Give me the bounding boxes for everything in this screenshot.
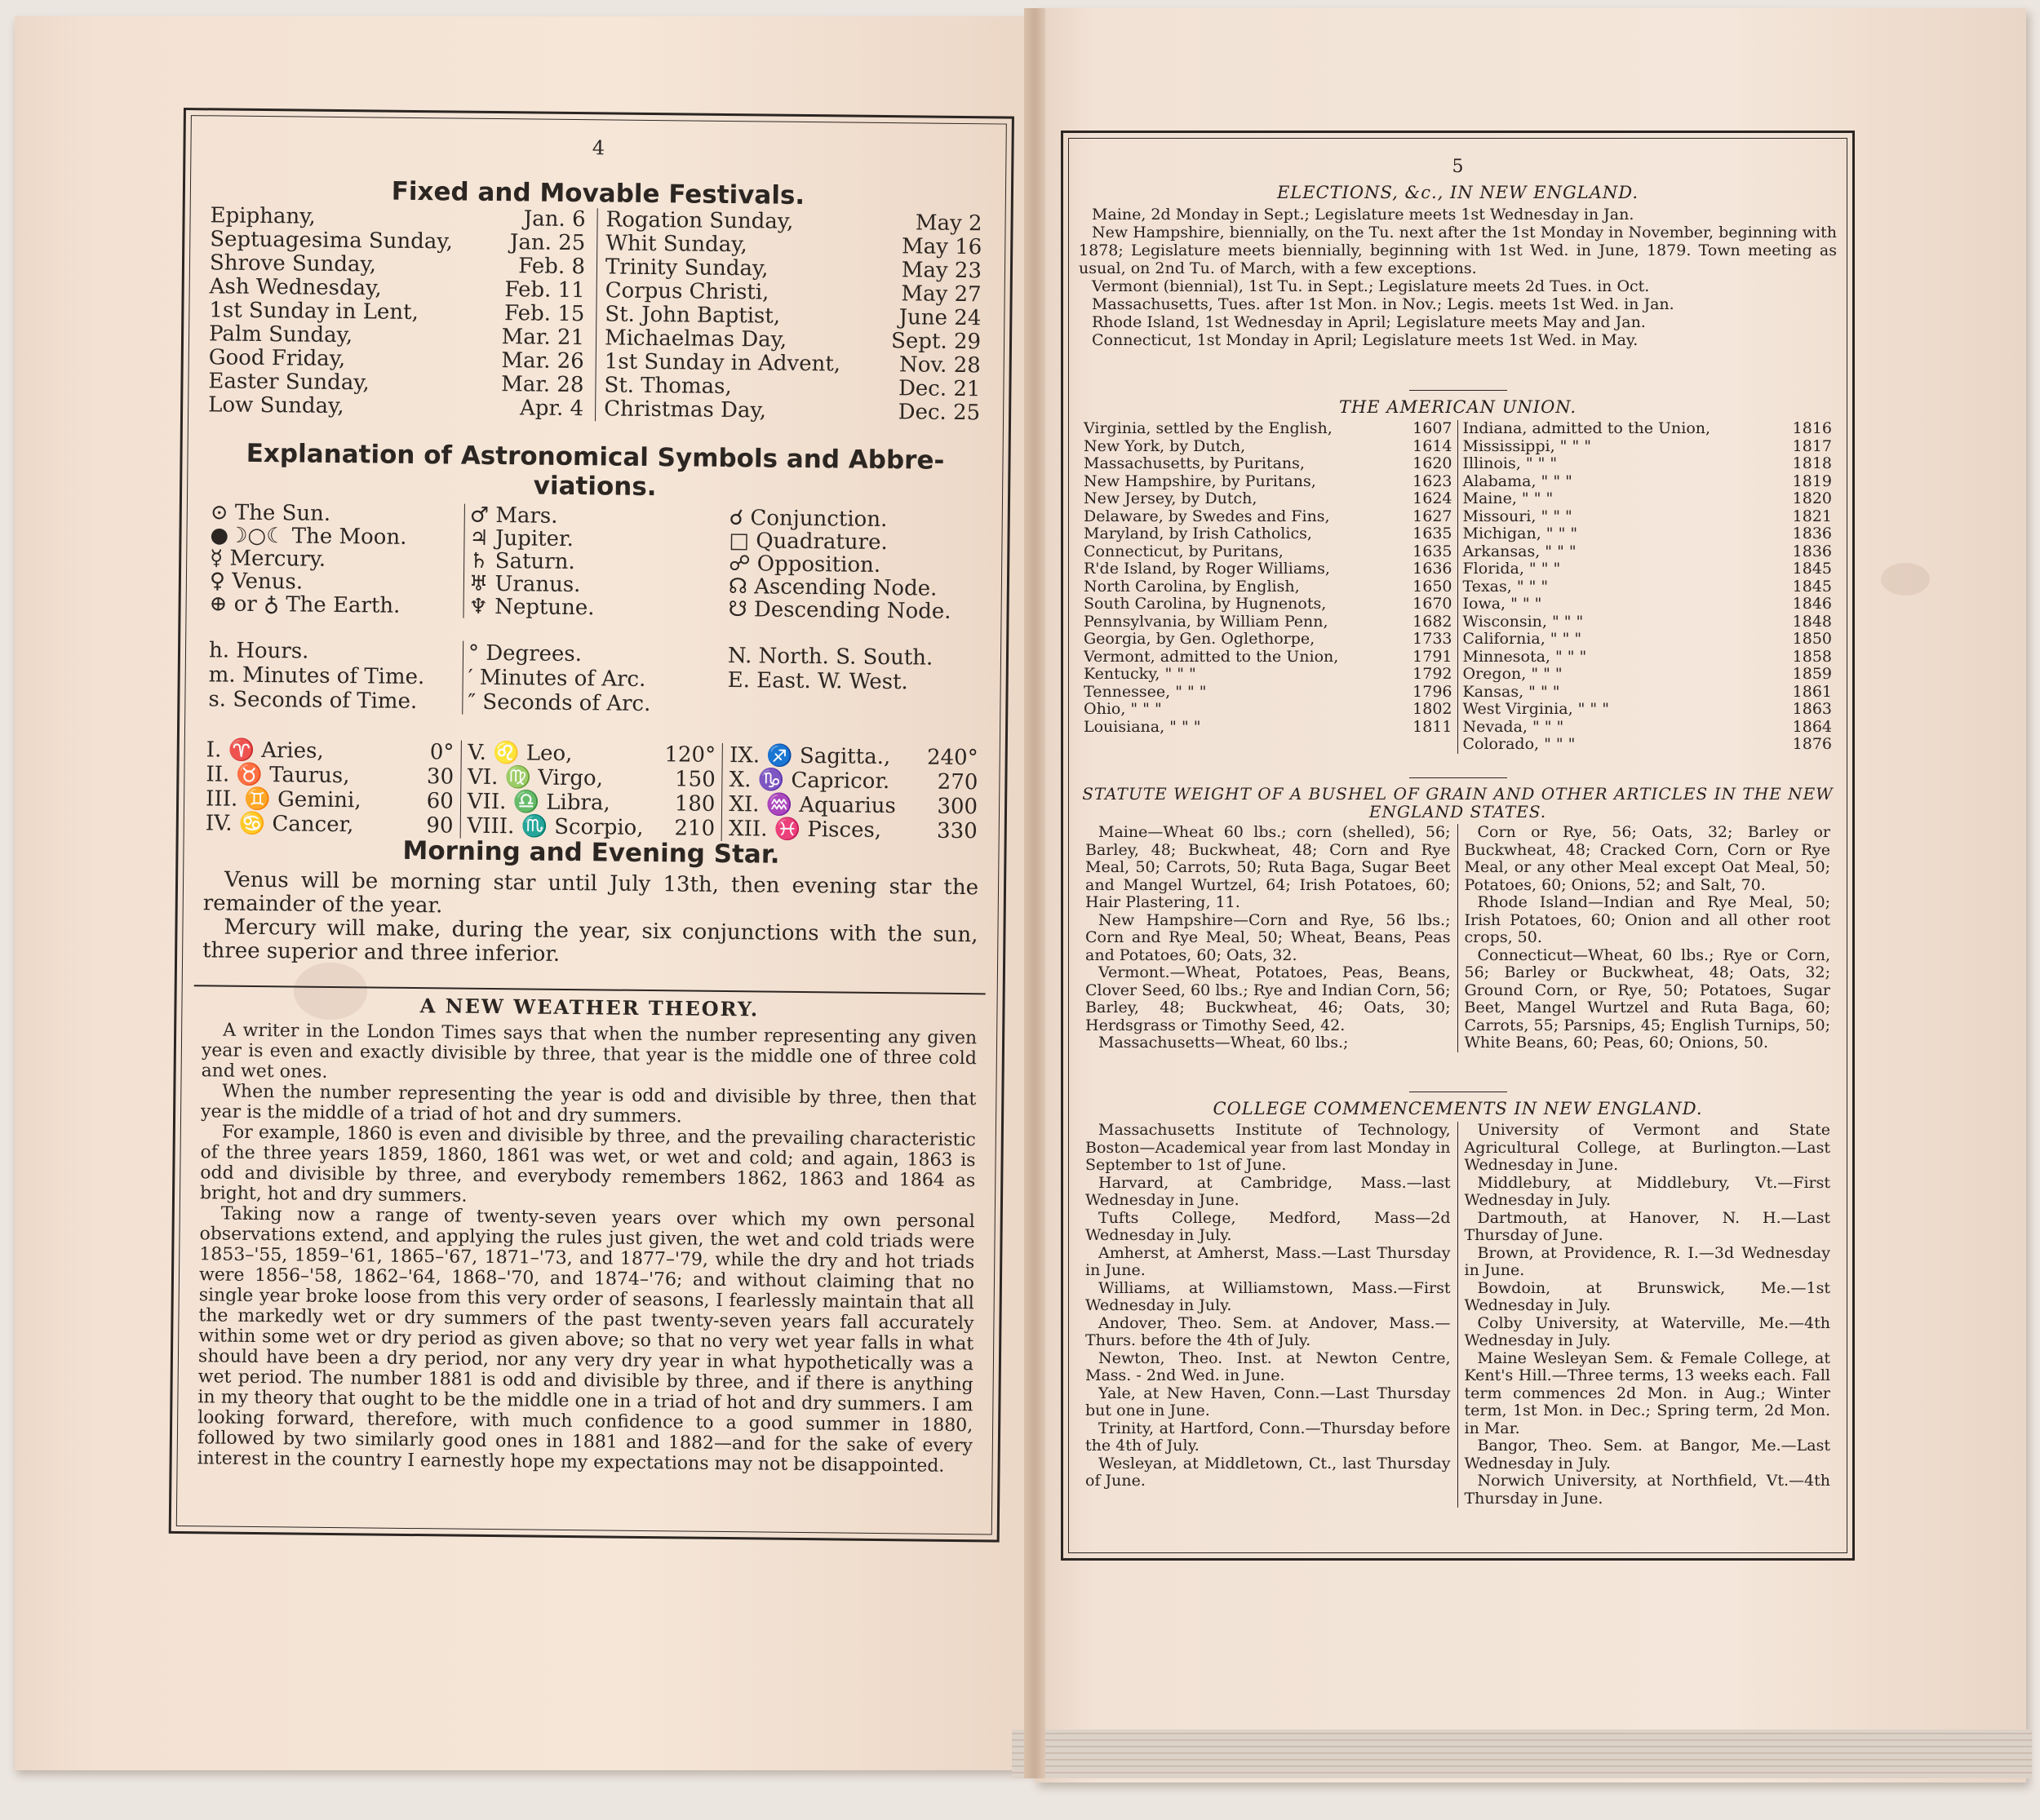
zodiac-column: [722, 743, 985, 844]
union-row-name: Maryland, by Irish Catholics,: [1084, 525, 1312, 542]
college-entry: University of Vermont and State Agricultural College, at Burlington.—Last Wednesday in June.: [1464, 1121, 1830, 1174]
zodiac-table: [199, 737, 985, 844]
festival-row-value: Dec. 21: [898, 376, 981, 402]
union-row: [1084, 543, 1452, 561]
symbols-column-planets: [204, 501, 464, 618]
festival-row-value: May 16: [901, 234, 982, 260]
union-row-name: Michigan, " " ": [1462, 525, 1578, 542]
festival-row-name: Good Friday,: [208, 345, 346, 372]
union-row-value: 1864: [1792, 717, 1832, 736]
paper-stain: [1881, 563, 1930, 596]
book-gutter: [1024, 8, 1045, 1778]
zodiac-row-value: 210: [674, 816, 716, 841]
zodiac-row-value: 300: [937, 794, 978, 820]
union-row-value: 1791: [1412, 647, 1452, 666]
union-row-name: California, " " ": [1462, 630, 1582, 648]
statute-paragraph: New Hampshire—Corn and Rye, 56 lbs.; Corn and Rye Meal, 50; Wheat, Beans, Peas and Potatoes, 60; Oats, 32.: [1085, 910, 1451, 964]
union-row: [1463, 736, 1833, 754]
zodiac-row-value: 240°: [926, 745, 978, 771]
election-paragraph: Vermont (biennial), 1st Tu. in Sept.; Legislature meets 2d Tues. in Oct.: [1092, 277, 1650, 295]
festival-row-name: Corpus Christi,: [605, 278, 769, 305]
union-title: THE AMERICAN UNION.: [1338, 397, 1577, 417]
symbol-entry: ♅ Uranus.: [468, 571, 581, 598]
union-row: [1463, 684, 1833, 702]
union-row: [1463, 596, 1833, 613]
union-row-value: 1819: [1792, 472, 1832, 490]
union-row-value: 1820: [1792, 489, 1832, 507]
union-row-value: 1818: [1792, 454, 1832, 472]
festival-row-name: 1st Sunday in Lent,: [209, 298, 419, 325]
union-row-value: 1876: [1792, 735, 1832, 753]
weather-paragraph: A writer in the London Times says that when the number representing any given year is even and exactly divisible by three, that year is the middle one of three cold and wet ones.: [201, 1020, 978, 1083]
abbr-column-arc: [463, 641, 723, 717]
union-row: [1084, 613, 1452, 631]
page-number: 5: [1452, 157, 1464, 177]
zodiac-row-name: XII. ♓ Pisces,: [728, 817, 882, 844]
statute-right-column: [1458, 824, 1838, 1052]
left-page-frame: [169, 108, 1014, 1543]
zodiac-row-value: 120°: [664, 742, 716, 768]
abbreviation-entry: s. Seconds of Time.: [208, 687, 418, 715]
college-entry: Trinity, at Hartford, Conn.—Thursday before the 4th of July.: [1085, 1419, 1451, 1455]
union-row: [1084, 666, 1452, 684]
symbol-entry: □ Quadrature.: [729, 529, 888, 556]
union-row-name: Pennsylvania, by William Penn,: [1084, 612, 1328, 631]
union-row-value: 1620: [1412, 454, 1452, 472]
union-row-name: Louisiana, " " ": [1084, 717, 1201, 736]
festival-row-value: Feb. 8: [518, 254, 586, 280]
zodiac-row-name: VIII. ♏ Scorpio,: [467, 813, 644, 840]
union-row-name: New Hampshire, by Puritans,: [1084, 472, 1316, 490]
union-row-name: South Carolina, by Hugnenots,: [1084, 595, 1327, 613]
union-row: [1084, 490, 1452, 508]
festivals-title: Fixed and Movable Festivals.: [391, 176, 805, 210]
statute-paragraph: Connecticut—Wheat, 60 lbs.; Rye or Corn, 56; Barley or Buckwheat, 48; Oats, 32; Ground Corn, or Rye, 50; Potatoes, Sugar Beet, Mangel Wurtzel and Ruta Baga, 60; Carrots, 55; Parsnips, 45; English Turnips, 50; White Beans, 60; Peas, 60; Onions, 50.: [1464, 945, 1830, 1052]
union-row: [1084, 596, 1452, 613]
union-row-name: Delaware, by Swedes and Fins,: [1084, 507, 1330, 525]
college-entry: Harvard, at Cambridge, Mass.—last Wednesday in June.: [1085, 1173, 1451, 1209]
union-row-value: 1682: [1412, 612, 1452, 631]
festival-row-value: May 2: [915, 210, 982, 237]
symbol-entry: ☊ Ascending Node.: [728, 574, 938, 601]
abbreviation-entry: E. East. W. West.: [727, 668, 908, 695]
festivals-right-column: [596, 208, 994, 425]
zodiac-row-value: 60: [426, 789, 454, 814]
union-row-name: Iowa, " " ": [1462, 595, 1542, 613]
union-row: [1084, 525, 1452, 543]
statute-paragraph: Vermont.—Wheat, Potatoes, Peas, Beans, Clover Seed, 60 lbs.; Rye and Indian Corn, 56; Barley, 48; Buckwheat, 46; Oats, 30; Herdsgrass or Timothy Seed, 42.: [1085, 963, 1451, 1034]
union-row: [1463, 420, 1833, 438]
union-row-value: 1624: [1412, 489, 1452, 507]
college-entry: Amherst, at Amherst, Mass.—Last Thursday in June.: [1085, 1243, 1451, 1279]
union-row-value: 1836: [1792, 525, 1832, 542]
union-row-name: New Jersey, by Dutch,: [1084, 489, 1257, 507]
union-row: [1463, 438, 1833, 456]
union-row: [1084, 560, 1452, 578]
festivals-left-column: [200, 204, 598, 421]
union-row: [1463, 455, 1833, 473]
union-row-value: 1636: [1412, 560, 1452, 578]
union-row-name: Alabama, " " ": [1462, 472, 1572, 490]
star-paragraph: Venus will be morning star until July 13th, then evening star the remainder of the year.: [202, 867, 979, 919]
union-row: [1463, 508, 1833, 526]
weather-title: A NEW WEATHER THEORY.: [419, 994, 760, 1021]
union-row: [1084, 508, 1452, 526]
college-entry: Middlebury, at Middlebury, Vt.—First Wednesday in July.: [1464, 1173, 1830, 1209]
zodiac-row-name: XI. ♒ Aquarius: [729, 792, 897, 819]
zodiac-row-value: 270: [937, 769, 978, 795]
symbol-entry: ⊙ The Sun.: [210, 500, 331, 526]
festival-row-name: Whit Sunday,: [605, 231, 747, 258]
union-row-name: Tennessee, " " ": [1084, 682, 1207, 701]
zodiac-row-name: I. ♈ Aries,: [206, 737, 324, 764]
union-row: [1463, 719, 1833, 737]
union-row: [1084, 420, 1452, 438]
weather-paragraph: Taking now a range of twenty-seven years over which my own personal observations extend, and applying the rules just given, the wet and cold triads were 1853–'55, 1859–'61, 1865–'67, 1871–'73, and 1877–'79, while the dry and hot triads were 1856–'58, 1862–'64, 1868–'70, and 1874–'76; and without claiming that no single year broke loose from this very order of seasons, I fearlessly maintain that all the markedly wet or dry summers of the past twenty-seven years fall accurately within some wet or dry period as given above; so that no very wet year falls in what should have been a dry period, nor any very dry year in what hypothetically was a wet period. The number 1881 is odd and divisible by three, and if there is anything in my theory that ought to be the middle one in a triad of hot and dry summers. I am looking forward, therefore, with much confidence to a good summer in 1880, followed by two similarly good ones in 1881 and 1882—and for the sake of every interest in the country I earnestly hope my expectations may not be disappointed.: [197, 1203, 975, 1477]
college-entry: Tufts College, Medford, Mass—2d Wednesday in July.: [1085, 1208, 1451, 1244]
zodiac-row-name: III. ♊ Gemini,: [205, 786, 361, 813]
colleges-table: [1079, 1122, 1837, 1508]
symbol-entry: ●☽○☾ The Moon.: [210, 523, 407, 550]
union-row-name: North Carolina, by English,: [1084, 577, 1300, 596]
union-row-value: 1627: [1412, 507, 1452, 525]
section-rule: [1409, 390, 1507, 391]
union-row-name: West Virginia, " " ": [1462, 700, 1609, 718]
union-row: [1463, 560, 1833, 578]
symbol-entry: ♆ Neptune.: [468, 594, 595, 621]
union-row: [1463, 543, 1833, 561]
union-row-name: Wisconsin, " " ": [1462, 612, 1584, 631]
festival-row: [208, 393, 583, 421]
union-row: [1463, 649, 1833, 666]
festival-row: [604, 397, 980, 425]
union-row-name: Minnesota, " " ": [1462, 647, 1587, 666]
union-row: [1084, 578, 1452, 596]
union-row-value: 1821: [1792, 507, 1832, 525]
statute-title: STATUTE WEIGHT OF A BUSHEL OF GRAIN AND OTHER ARTICLES IN THE NEW ENGLAND STATES.: [1082, 784, 1834, 821]
union-row: [1463, 578, 1833, 596]
union-row-value: 1846: [1792, 595, 1832, 613]
union-row-name: Indiana, admitted to the Union,: [1462, 419, 1711, 437]
union-row: [1463, 490, 1833, 508]
union-row-value: 1623: [1412, 472, 1452, 490]
college-entry: Williams, at Williamstown, Mass.—First Wednesday in July.: [1085, 1278, 1451, 1314]
weather-paragraph: For example, 1860 is even and divisible by three, and the prevailing characteristic of the three years 1859, 1860, 1861 was wet, or wet and cold; and again, 1863 is odd and divisible by three, and everybody remembers 1862, 1863 and 1864 as bright, hot and dry summers.: [199, 1122, 976, 1207]
symbols-title: Explanation of Astronomical Symbols and Abbre-viations.: [246, 438, 945, 503]
zodiac-row: [468, 790, 716, 817]
festival-row-name: Christmas Day,: [604, 396, 767, 423]
union-row-name: Connecticut, by Puritans,: [1084, 542, 1284, 560]
star-paragraph: Mercury will make, during the year, six conjunctions with the sun, three superior and three inferior.: [202, 914, 978, 967]
symbol-entry: ☍ Opposition.: [729, 551, 881, 578]
zodiac-row-value: 90: [426, 813, 454, 839]
college-entry: Maine Wesleyan Sem. & Female College, at Kent's Hill.—Three terms, 13 weeks each. Fall term commences 2d Mon. in Aug.; Winter term, 1st Mon. in Dec.; Spring term, 2d Mon. in Mar.: [1464, 1348, 1830, 1437]
union-row-value: 1650: [1412, 577, 1452, 596]
union-row-value: 1614: [1412, 436, 1452, 455]
union-row-name: Oregon, " " ": [1462, 665, 1563, 683]
college-entry: Bangor, Theo. Sem. at Bangor, Me.—Last Wednesday in July.: [1464, 1437, 1830, 1472]
union-row: [1084, 473, 1452, 491]
symbol-entry: ♃ Jupiter.: [469, 525, 574, 552]
union-row: [1084, 684, 1452, 702]
union-row: [1463, 473, 1833, 491]
zodiac-row: [730, 768, 978, 795]
festival-row-value: Apr. 4: [519, 396, 584, 422]
union-row: [1084, 719, 1452, 737]
festival-row-name: St. John Baptist,: [605, 302, 781, 329]
zodiac-row-name: IV. ♋ Cancer,: [205, 811, 354, 838]
union-row-name: Ohio, " " ": [1084, 700, 1162, 718]
union-row-value: 1635: [1412, 542, 1452, 560]
right-page-frame: [1061, 131, 1855, 1561]
election-paragraph: Rhode Island, 1st Wednesday in April; Legislature meets May and Jan.: [1092, 313, 1646, 331]
symbol-entry: ☿ Mercury.: [210, 546, 326, 572]
festival-row-value: Jan. 25: [509, 230, 586, 256]
colleges-left-column: [1079, 1122, 1458, 1508]
union-row: [1084, 631, 1452, 649]
union-row-name: Colorado, " " ": [1462, 735, 1576, 753]
election-paragraph: Massachusetts, Tues. after 1st Mon. in Nov.; Legis. meets 1st Wed. in Jan.: [1092, 295, 1674, 313]
union-row-name: Mississippi, " " ": [1462, 436, 1591, 455]
election-paragraph: Maine, 2d Monday in Sept.; Legislature meets 1st Wednesday in Jan.: [1092, 206, 1634, 224]
college-entry: Bowdoin, at Brunswick, Me.—1st Wednesday in July.: [1464, 1278, 1830, 1314]
statute-paragraph: Maine—Wheat 60 lbs.; corn (shelled), 56; Barley, 48; Buckwheat, 48; Corn and Rye Meal, 50; Carrots, 50; Ruta Baga, Sugar Beet and Mangel Wurtzel, 64; Irish Potatoes, 60; Hair Plastering, 11.: [1085, 823, 1451, 911]
elections-body: [1079, 206, 1837, 349]
union-row-name: Kansas, " " ": [1462, 682, 1560, 701]
symbol-entry: ☌ Conjunction.: [729, 506, 888, 533]
union-row-name: Nevada, " " ": [1462, 717, 1564, 736]
union-row-value: 1816: [1792, 419, 1832, 437]
zodiac-column: [199, 737, 462, 838]
festival-row-name: Shrove Sunday,: [209, 250, 377, 277]
zodiac-row-value: 150: [674, 767, 716, 792]
union-row-name: Maine, " " ": [1462, 489, 1554, 507]
college-entry: Dartmouth, at Hanover, N. H.—Last Thursday of June.: [1464, 1208, 1830, 1244]
page-stack-edge: [1012, 1729, 2032, 1778]
union-row-name: Massachusetts, by Puritans,: [1084, 454, 1305, 472]
festival-row-value: Mar. 26: [501, 348, 584, 374]
college-entry: Massachusetts Institute of Technology, Boston—Academical year from last Monday in September to 1st of June.: [1085, 1121, 1451, 1174]
union-row-value: 1863: [1792, 700, 1832, 718]
elections-section: [1079, 183, 1837, 349]
union-row: [1084, 438, 1452, 456]
union-row-name: New York, by Dutch,: [1084, 436, 1246, 455]
festival-row-name: Michaelmas Day,: [604, 325, 787, 352]
zodiac-row-name: V. ♌ Leo,: [468, 740, 573, 767]
zodiac-row-name: VI. ♍ Virgo,: [467, 764, 604, 791]
union-row: [1463, 631, 1833, 649]
festival-row-name: Septuagesima Sunday,: [210, 227, 454, 255]
page-number: 4: [592, 136, 605, 160]
union-row-name: Illinois, " " ": [1462, 454, 1558, 472]
symbol-entry: ♀ Venus.: [209, 569, 304, 595]
zodiac-row: [206, 786, 454, 813]
zodiac-row: [730, 743, 978, 770]
union-row-value: 1670: [1412, 595, 1452, 613]
union-row-name: Virginia, settled by the English,: [1084, 419, 1333, 437]
festival-row-name: Rogation Sunday,: [605, 207, 794, 234]
zodiac-row-name: IX. ♐ Sagitta.,: [729, 743, 891, 770]
union-row: [1084, 649, 1452, 666]
symbol-entry: ♂ Mars.: [469, 503, 558, 529]
statute-section: [1079, 771, 1837, 1052]
college-entry: Wesleyan, at Middletown, Ct., last Thursday of June.: [1085, 1454, 1451, 1490]
union-row: [1463, 525, 1833, 543]
festival-row-name: Ash Wednesday,: [209, 274, 382, 301]
zodiac-row-value: 0°: [429, 740, 455, 765]
colleges-section: [1079, 1085, 1837, 1508]
star-title: Morning and Evening Star.: [402, 835, 780, 870]
zodiac-row-value: 180: [674, 791, 716, 817]
symbols-table: [204, 501, 983, 623]
festival-row-value: Nov. 28: [898, 352, 981, 379]
union-row-value: 1607: [1412, 419, 1452, 437]
festival-row-name: Trinity Sunday,: [605, 255, 769, 281]
statute-paragraph: Massachusetts—Wheat, 60 lbs.;: [1098, 1034, 1349, 1052]
symbols-column-outer-planets: [463, 504, 724, 621]
union-row-value: 1796: [1412, 682, 1452, 701]
section-rule: [1409, 777, 1507, 778]
zodiac-row-value: 330: [936, 818, 978, 844]
symbol-entry: ♄ Saturn.: [469, 548, 575, 575]
festival-row-value: Mar. 21: [501, 325, 585, 351]
festival-row-value: Feb. 15: [503, 301, 585, 327]
union-row-value: 1861: [1792, 682, 1832, 701]
union-row-value: 1733: [1412, 630, 1452, 648]
colleges-title: COLLEGE COMMENCEMENTS IN NEW ENGLAND.: [1213, 1099, 1703, 1118]
college-entry: Newton, Theo. Inst. at Newton Centre, Mass. - 2nd Wed. in June.: [1085, 1348, 1451, 1384]
union-row-name: Arkansas, " " ": [1462, 542, 1577, 560]
union-row-name: Kentucky, " " ": [1084, 665, 1196, 683]
abbreviation-entry: m. Minutes of Time.: [208, 662, 425, 690]
union-row-name: Florida, " " ": [1462, 560, 1561, 578]
festival-row-value: Dec. 25: [898, 400, 981, 426]
festival-row-name: Easter Sunday,: [208, 369, 370, 396]
festival-row-name: 1st Sunday in Advent,: [604, 349, 841, 377]
union-row-name: Georgia, by Gen. Oglethorpe,: [1084, 630, 1315, 648]
college-entry: Yale, at New Haven, Conn.—Last Thursday but one in June.: [1085, 1384, 1451, 1419]
union-row: [1084, 701, 1452, 719]
union-row-name: Texas, " " ": [1462, 577, 1549, 596]
abbreviation-entry: ″ Seconds of Arc.: [468, 689, 651, 717]
union-row-value: 1845: [1792, 560, 1832, 578]
union-row-value: 1850: [1792, 630, 1832, 648]
union-row-value: 1802: [1412, 700, 1452, 718]
abbreviation-entry: ° Degrees.: [468, 640, 583, 667]
statute-table: [1079, 824, 1837, 1052]
festival-row-value: June 24: [898, 305, 982, 331]
union-row-value: 1792: [1412, 665, 1452, 683]
zodiac-row: [468, 741, 716, 768]
abbr-column-directions: [722, 644, 982, 720]
zodiac-column: [460, 741, 723, 841]
union-row-value: 1836: [1792, 542, 1832, 560]
festival-row-name: Epiphany,: [210, 203, 316, 229]
union-row: [1463, 666, 1833, 684]
zodiac-row-name: II. ♉ Taurus,: [206, 762, 350, 789]
symbol-entry: ⊕ or ♁ The Earth.: [209, 591, 401, 618]
abbreviation-entry: ′ Minutes of Arc.: [468, 665, 646, 692]
college-entry: Norwich University, at Northfield, Vt.—4th Thursday in June.: [1464, 1472, 1830, 1508]
zodiac-row: [206, 762, 454, 789]
union-row-value: 1848: [1792, 612, 1832, 631]
zodiac-row-name: VII. ♎ Libra,: [467, 789, 610, 816]
festival-row-value: Jan. 6: [523, 206, 586, 232]
festival-row-value: May 23: [901, 258, 982, 284]
union-row-value: 1859: [1792, 665, 1832, 683]
union-row-name: R'de Island, by Roger Williams,: [1084, 560, 1330, 578]
statute-left-column: [1079, 824, 1458, 1052]
abbreviation-entry: N. North. S. South.: [727, 644, 934, 671]
union-row-value: 1817: [1792, 436, 1832, 455]
election-paragraph: Connecticut, 1st Monday in April; Legislature meets 1st Wed. in May.: [1092, 331, 1639, 349]
festival-row-value: Mar. 28: [501, 372, 584, 398]
weather-paragraph: When the number representing the year is odd and divisible by three, then that year is the middle of a triad of hot and dry summers.: [200, 1081, 977, 1127]
union-row-value: 1845: [1792, 577, 1832, 596]
college-entry: Brown, at Providence, R. I.—3d Wednesday in June.: [1464, 1243, 1830, 1279]
abbr-column-time: [203, 638, 463, 714]
union-row-name: Missouri, " " ": [1462, 507, 1572, 525]
abbreviation-entry: h. Hours.: [208, 638, 309, 664]
star-text: [202, 868, 978, 971]
zodiac-row-name: X. ♑ Capricor.: [729, 768, 890, 795]
zodiac-row: [468, 765, 716, 792]
colleges-right-column: [1458, 1122, 1838, 1508]
zodiac-row: [729, 792, 978, 819]
union-row: [1084, 455, 1452, 473]
festival-row-name: Palm Sunday,: [208, 321, 353, 348]
union-section: [1079, 383, 1837, 754]
union-right-column: [1458, 420, 1838, 754]
abbreviations-table: [203, 638, 982, 720]
elections-title: ELECTIONS, &c., IN NEW ENGLAND.: [1276, 183, 1639, 202]
festival-row-name: St. Thomas,: [604, 373, 732, 400]
festival-row-value: Feb. 11: [504, 277, 585, 303]
festivals-table: [200, 204, 994, 425]
union-table: [1079, 420, 1837, 754]
union-row-value: 1811: [1412, 717, 1452, 736]
symbols-column-aspects: [723, 507, 983, 623]
statute-paragraph: Rhode Island—Indian and Rye Meal, 50; Irish Potatoes, 60; Onion and all other root crops, 50.: [1464, 893, 1830, 946]
festival-row-value: May 27: [901, 281, 982, 308]
election-paragraph: New Hampshire, biennially, on the Tu. next after the 1st Monday in November, beginning with 1878; Legislature meets biennially, beginning with 1st Wed. in June, 1879. Town meeting as usual, on 2nd Tu. of March, with a few exceptions.: [1079, 224, 1837, 277]
college-entry: Andover, Theo. Sem. at Andover, Mass.—Thurs. before the 4th of July.: [1085, 1313, 1451, 1349]
union-row-name: Vermont, admitted to the Union,: [1084, 647, 1339, 666]
statute-paragraph: Corn or Rye, 56; Oats, 32; Barley or Buckwheat, 48; Cracked Corn, Corn or Rye Meal, or any other Meal except Oat Meal, 50; Potatoes, 60; Onions, 52; and Salt, 70.: [1464, 823, 1830, 894]
zodiac-row-value: 30: [426, 764, 455, 790]
weather-article: [197, 1020, 978, 1477]
union-left-column: [1079, 420, 1458, 754]
union-row: [1463, 701, 1833, 719]
college-entry: Colby University, at Waterville, Me.—4th Wednesday in July.: [1464, 1313, 1830, 1349]
zodiac-row: [206, 737, 455, 764]
union-row-value: 1858: [1792, 647, 1832, 666]
festival-row-name: Low Sunday,: [208, 392, 344, 419]
festival-row-value: Sept. 29: [890, 329, 982, 355]
symbol-entry: ☋ Descending Node.: [728, 597, 951, 624]
union-row-value: 1635: [1412, 525, 1452, 542]
union-row: [1463, 613, 1833, 631]
